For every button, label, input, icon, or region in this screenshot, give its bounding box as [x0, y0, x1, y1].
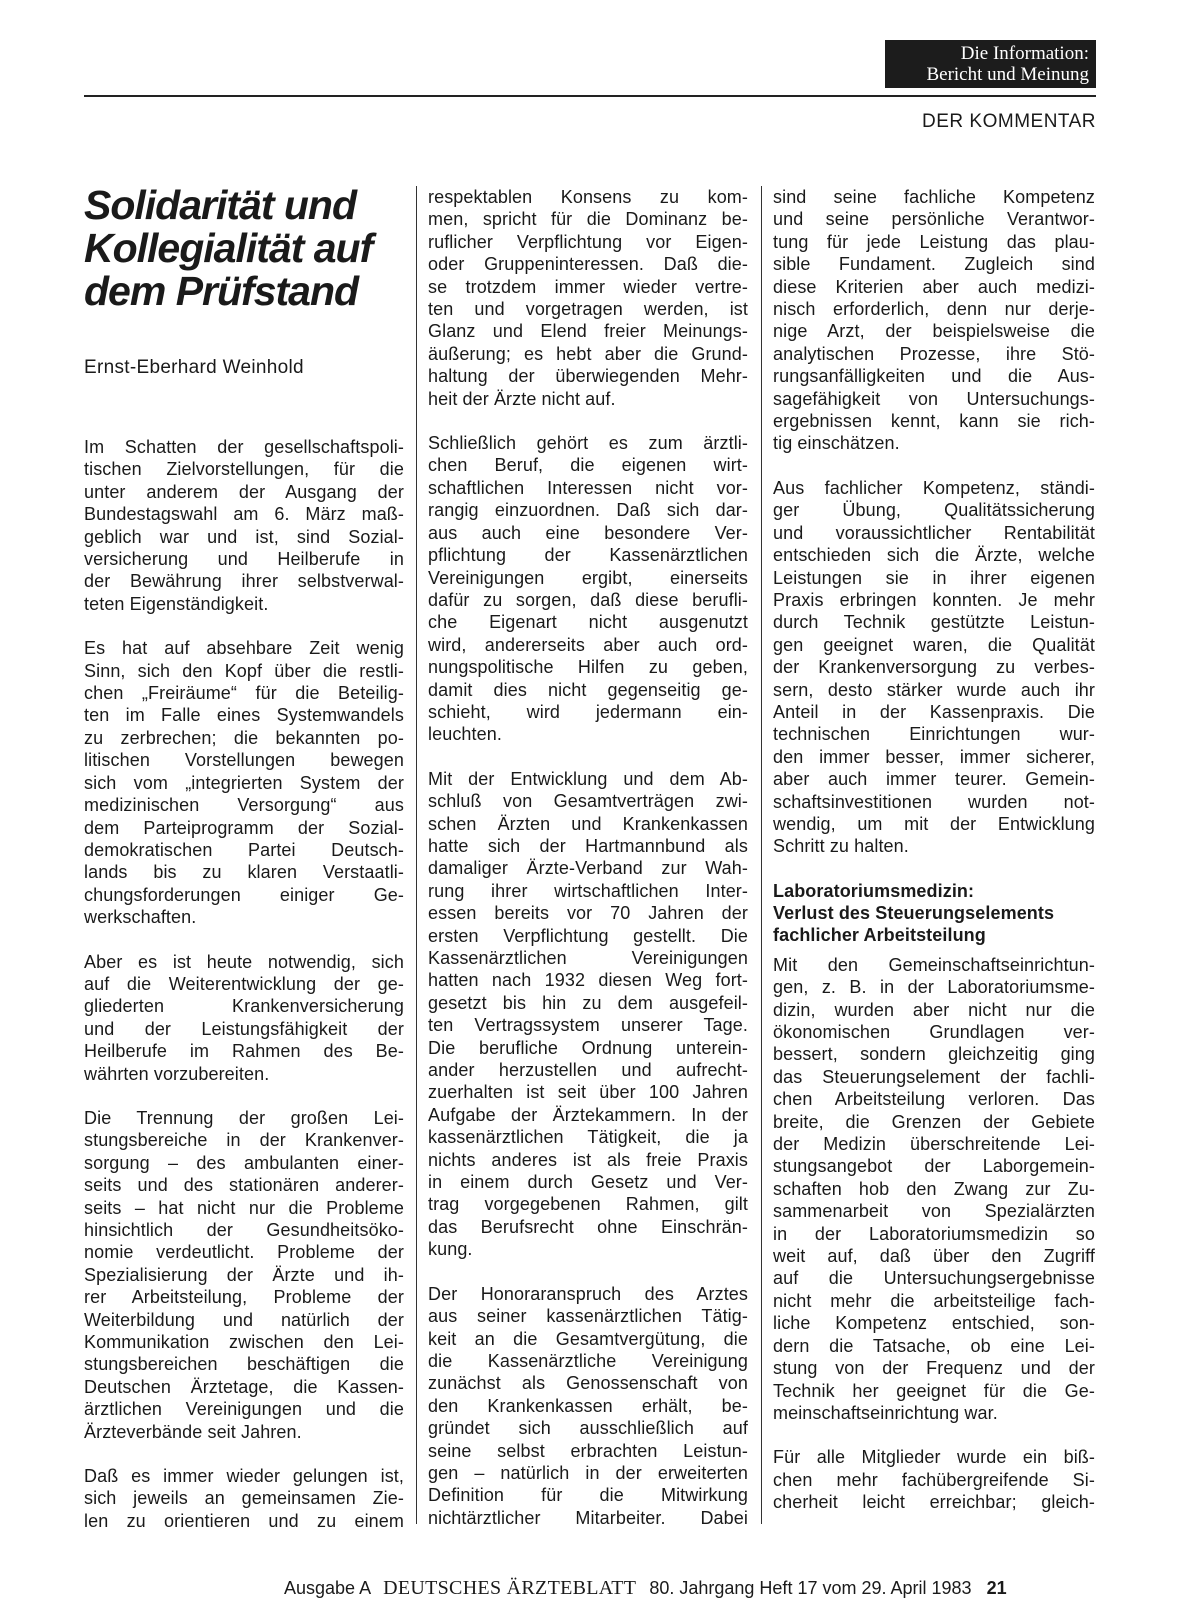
- text-line: hinsichtlich der Gesundheitsöko-: [84, 1220, 404, 1240]
- footer-edition: Ausgabe A: [284, 1578, 371, 1598]
- text-line: sich vom „integrierten System der: [84, 772, 404, 793]
- text-line: durch Technik gestützte Leistun-: [773, 612, 1095, 633]
- text-line: Aufgabe der Ärztekammern. In der: [428, 1104, 748, 1125]
- text-line: Praxis erbringen konnten. Je mehr: [773, 589, 1095, 610]
- text-line: se trotzdem immer wieder vertre-: [428, 276, 748, 297]
- text-line: nige Arzt, der beispielsweise die: [773, 321, 1095, 342]
- text-line: stungsbereiche in der Krankenver-: [84, 1130, 404, 1151]
- text-line: kassenärztlichen Tätigkeit, die ja: [428, 1127, 748, 1148]
- text-line: hatte sich der Hartmannbund als: [428, 835, 748, 856]
- text-line: leuchten.: [428, 724, 502, 745]
- text-line: schluß von Gesamtverträgen zwi-: [428, 791, 748, 812]
- text-line: und der Leistungsfähigkeit der: [84, 1018, 404, 1039]
- paragraph: [773, 954, 1095, 1425]
- text-line: ruflicher Verpflichtung vor Eigen-: [428, 231, 748, 252]
- text-line: rer Arbeitsteilung, Probleme der: [84, 1287, 404, 1308]
- text-line: Mit der Entwicklung und dem Ab-: [428, 768, 748, 789]
- text-line: und seine persönliche Verantwor-: [773, 209, 1095, 230]
- text-line: versicherung und Heilberufe in: [84, 549, 404, 570]
- paragraph: [773, 477, 1095, 858]
- text-line: pflichtung der Kassenärztlichen: [428, 545, 748, 566]
- text-line: stung von der Frequenz und der: [773, 1358, 1095, 1379]
- text-line: Anteil in der Kassenpraxis. Die: [773, 701, 1095, 722]
- text-line: den immer besser, immer sicherer,: [773, 746, 1095, 767]
- text-line: Laboratoriumsmedizin:: [773, 880, 975, 901]
- text-line: Aber es ist heute notwendig, sich: [84, 951, 404, 972]
- paragraph: [84, 436, 404, 615]
- text-line: schaftlichen Interessen nicht vor-: [428, 477, 748, 498]
- text-line: essen bereits vor 70 Jahren der: [428, 903, 748, 924]
- paragraph: [428, 1283, 748, 1529]
- text-line: chungsforderungen einiger Ge-: [84, 884, 404, 905]
- text-line: das Berufsrecht ohne Einschrän-: [428, 1216, 748, 1237]
- text-line: Für alle Mitglieder wurde ein biß-: [773, 1447, 1095, 1468]
- headline-line-3: dem Prüfstand: [84, 268, 359, 314]
- paragraph: [84, 637, 404, 928]
- text-line: tischen Zielvorstellungen, für die: [84, 459, 404, 480]
- text-line: dizin, wurden aber nicht nur die: [773, 999, 1095, 1020]
- text-column-3: [773, 186, 1095, 1536]
- text-line: gen – natürlich in der erweiterten: [428, 1462, 748, 1483]
- paragraph: [84, 951, 404, 1085]
- text-line: fachlicher Arbeitsteilung: [773, 924, 986, 945]
- text-line: chen „Freiräume“ für die Beteilig-: [84, 683, 404, 704]
- text-line: technischen Einrichtungen wur-: [773, 724, 1095, 745]
- footer-journal: DEUTSCHES ÄRZTEBLATT: [383, 1577, 637, 1599]
- text-line: sible Fundament. Zugleich sind: [773, 254, 1095, 275]
- text-line: dern die Tatsache, ob eine Lei-: [773, 1335, 1095, 1356]
- text-line: nomie verdeutlicht. Probleme der: [84, 1242, 404, 1263]
- text-line: und voraussichtlicher Rentabilität: [773, 522, 1095, 543]
- text-line: währten vorzubereiten.: [84, 1063, 270, 1084]
- text-line: seits – hat nicht nur die Probleme: [84, 1197, 404, 1218]
- text-line: ökonomischen Grundlagen ver-: [773, 1022, 1095, 1042]
- text-line: zunächst als Genossenschaft von: [428, 1373, 748, 1394]
- text-line: nisch erforderlich, denn nur derje-: [773, 299, 1095, 320]
- text-column-2: [428, 186, 748, 1551]
- text-line: litischen Vorstellungen bewegen: [84, 750, 404, 771]
- text-line: Der Honoraranspruch des Arztes: [428, 1283, 748, 1304]
- text-line: sern, desto stärker wurde auch ihr: [773, 679, 1095, 700]
- paragraph: [84, 1465, 404, 1532]
- text-line: äußerung; es hebt aber die Grund-: [428, 343, 748, 364]
- text-line: keit an die Gesamtvergütung, die: [428, 1328, 748, 1349]
- text-line: nichtärztlicher Mitarbeiter. Dabei: [428, 1507, 748, 1528]
- text-line: hatten nach 1932 diesen Weg fort-: [428, 970, 748, 991]
- text-line: Kassenärztlichen Vereinigungen: [428, 948, 748, 968]
- text-line: Leistungen sie in ihrer eigenen: [773, 567, 1095, 588]
- text-line: den Krankenkassen erhält, be-: [428, 1395, 748, 1416]
- text-line: Aus fachlicher Kompetenz, ständi-: [773, 477, 1095, 498]
- text-line: tung für jede Leistung das plau-: [773, 231, 1095, 252]
- text-line: aus auch eine besondere Ver-: [428, 522, 748, 543]
- text-line: haltung der überwiegenden Mehr-: [428, 366, 748, 387]
- text-line: schaften hob den Zwang zur Zu-: [773, 1178, 1095, 1199]
- text-line: ander herzustellen und aufrecht-: [428, 1060, 748, 1081]
- section-label-line-2: Bericht und Meinung: [926, 64, 1089, 85]
- text-line: Verlust des Steuerungselements: [773, 902, 1055, 923]
- text-line: bessert, sondern gleichzeitig ging: [773, 1044, 1095, 1065]
- footer-issue: 80. Jahrgang Heft 17 vom 29. April 1983: [649, 1578, 972, 1598]
- paragraph: [428, 768, 748, 1261]
- text-line: rungsanfälligkeiten und die Aus-: [773, 366, 1095, 387]
- article-headline: [84, 184, 414, 313]
- text-line: unter anderem der Ausgang der: [84, 481, 404, 502]
- text-line: demokratischen Partei Deutsch-: [84, 839, 404, 860]
- page-number: 21: [986, 1578, 1007, 1598]
- text-line: Daß es immer wieder gelungen ist,: [84, 1466, 404, 1487]
- text-line: men, spricht für die Dominanz be-: [428, 209, 748, 230]
- text-line: meinschaftseinrichtung war.: [773, 1402, 998, 1423]
- text-line: che Eigenart nicht ausgenutzt: [428, 612, 748, 633]
- text-line: schieht, wird jedermann ein-: [428, 701, 748, 722]
- text-line: seits und des stationären anderer-: [84, 1175, 404, 1196]
- text-line: schen Ärzten und Krankenkassen: [428, 813, 748, 834]
- text-line: aus seiner kassenärztlichen Tätig-: [428, 1306, 748, 1327]
- text-line: wendig, um mit der Entwicklung: [773, 813, 1095, 834]
- text-line: nichts anderes ist als freie Praxis: [428, 1149, 748, 1170]
- text-line: Heilberufe im Rahmen des Be-: [84, 1041, 404, 1062]
- text-line: ten Vertragssystem unserer Tage.: [428, 1015, 748, 1036]
- author-byline: Ernst-Eberhard Weinhold: [84, 357, 304, 378]
- text-line: zuerhalten ist seit über 100 Jahren: [428, 1082, 748, 1103]
- text-line: gen, z. B. in der Laboratoriumsme-: [773, 977, 1095, 998]
- text-line: schaftsinvestitionen wurden not-: [773, 791, 1095, 812]
- paragraph: [428, 432, 748, 746]
- text-line: der Medizin überschreitende Lei-: [773, 1134, 1095, 1155]
- text-line: Schließlich gehört es zum ärztli-: [428, 433, 748, 454]
- text-line: entschieden sich die Ärzte, welche: [773, 545, 1095, 566]
- text-line: dafür zu sorgen, daß diese berufli-: [428, 589, 748, 610]
- text-line: gen geeignet waren, die Qualität: [773, 634, 1095, 655]
- text-line: damit dies nicht gegenseitig ge-: [428, 679, 748, 700]
- text-line: Mit den Gemeinschaftseinrichtun-: [773, 954, 1095, 975]
- text-line: das Steuerungselement der fachli-: [773, 1066, 1095, 1087]
- text-line: kung.: [428, 1239, 473, 1260]
- text-line: Glanz und Elend freier Meinungs-: [428, 321, 748, 342]
- text-line: Definition für die Mitwirkung: [428, 1485, 748, 1506]
- text-line: cherheit leicht erreichbar; gleich-: [773, 1492, 1095, 1513]
- text-line: Die berufliche Ordnung unterein-: [428, 1037, 748, 1058]
- text-line: sorgung – des ambulanten einer-: [84, 1152, 404, 1173]
- text-line: stungsangebot der Laborgemein-: [773, 1156, 1095, 1177]
- text-line: liche Kompetenz entschied, son-: [773, 1313, 1095, 1334]
- text-line: chen Beruf, die eigenen wirt-: [428, 455, 748, 476]
- text-line: lands bis zu klaren Verstaatli-: [84, 862, 404, 883]
- text-line: Kommunikation zwischen den Lei-: [84, 1332, 404, 1353]
- text-line: ersten Verpflichtung gestellt. Die: [428, 925, 748, 946]
- text-column-1: [84, 436, 404, 1554]
- text-line: ergebnissen kennt, kann sie rich-: [773, 411, 1095, 432]
- text-line: geblich war und ist, sind Sozial-: [84, 526, 404, 547]
- section-label-line-1: Die Information:: [960, 43, 1089, 64]
- text-line: in der Laboratoriumsmedizin so: [773, 1223, 1095, 1244]
- text-line: ten und vorgetragen werden, ist: [428, 299, 748, 320]
- paragraph: [84, 1107, 404, 1443]
- text-line: teten Eigenständigkeit.: [84, 593, 269, 614]
- text-line: ten im Falle eines Systemwandels: [84, 705, 404, 726]
- section-subheading: [773, 880, 1095, 946]
- header-rule: [84, 95, 1096, 97]
- text-line: Vereinigungen ergibt, einerseits: [428, 567, 748, 588]
- text-line: aber auch immer teurer. Gemein-: [773, 769, 1095, 790]
- text-line: auf die Weiterentwicklung der ge-: [84, 973, 404, 994]
- text-line: chen mehr fachübergreifende Si-: [773, 1469, 1095, 1490]
- text-line: gründet sich ausschließlich auf: [428, 1418, 748, 1439]
- text-line: Es hat auf absehbare Zeit wenig: [84, 638, 404, 659]
- text-line: ärztlichen Vereinigungen und die: [84, 1399, 404, 1420]
- text-line: dem Parteiprogramm der Sozial-: [84, 817, 404, 838]
- text-line: nungspolitische Hilfen zu geben,: [428, 657, 748, 678]
- column-divider-2: [761, 186, 762, 1524]
- text-line: Schritt zu halten.: [773, 836, 909, 857]
- headline-line-2: Kollegialität auf: [84, 225, 373, 271]
- text-line: wird, andererseits aber auch ord-: [428, 634, 748, 655]
- text-line: gliederten Krankenversicherung: [84, 996, 404, 1017]
- text-line: sammenarbeit von Spezialärzten: [773, 1201, 1095, 1222]
- text-line: heit der Ärzte nicht auf.: [428, 388, 616, 409]
- text-line: weit auf, daß über den Zugriff: [773, 1246, 1095, 1267]
- text-line: trag vorgegebenen Rahmen, gilt: [428, 1194, 748, 1215]
- text-line: gesetzt bis hin zu dem ausgefeil-: [428, 992, 748, 1013]
- text-line: ger Übung, Qualitätssicherung: [773, 500, 1095, 521]
- paragraph: [773, 186, 1095, 455]
- text-line: Ärzteverbände seit Jahren.: [84, 1421, 302, 1442]
- text-line: sich jeweils an gemeinsamen Zie-: [84, 1488, 404, 1509]
- text-line: Deutschen Ärztetage, die Kassen-: [84, 1376, 404, 1397]
- rubric: DER KOMMENTAR: [922, 111, 1096, 132]
- text-line: die Kassenärztliche Vereinigung: [428, 1350, 748, 1371]
- text-line: Sinn, sich den Kopf über die restli-: [84, 660, 404, 681]
- text-line: seine selbst erbrachten Leistun-: [428, 1440, 748, 1461]
- text-line: Technik her geeignet für die Ge-: [773, 1380, 1095, 1401]
- text-line: rung ihrer wirtschaftlichen Inter-: [428, 880, 748, 901]
- text-line: zu zerbrechen; die bekannten po-: [84, 727, 404, 748]
- section-label: [885, 40, 1096, 88]
- text-line: tig einschätzen.: [773, 433, 900, 454]
- text-line: Im Schatten der gesellschaftspoli-: [84, 437, 404, 457]
- text-line: in einem durch Gesetz und Ver-: [428, 1172, 748, 1193]
- text-line: chen Arbeitsteilung verloren. Das: [773, 1089, 1095, 1110]
- text-line: respektablen Konsens zu kom-: [428, 187, 748, 207]
- text-line: damaliger Ärzte-Verband zur Wah-: [428, 858, 748, 879]
- text-line: sagefähigkeit von Untersuchungs-: [773, 388, 1095, 409]
- text-line: medizinischen Versorgung“ aus: [84, 795, 404, 816]
- text-line: der Bewährung ihrer selbstverwal-: [84, 571, 404, 592]
- text-line: Weiterbildung und natürlich der: [84, 1309, 404, 1330]
- text-line: rangig einzuordnen. Daß sich dar-: [428, 500, 748, 521]
- headline-line-1: Solidarität und: [84, 182, 356, 228]
- page-footer: [284, 1577, 1007, 1600]
- text-line: oder Gruppeninteressen. Daß die-: [428, 254, 748, 275]
- text-line: len zu orientieren und zu einem: [84, 1510, 404, 1531]
- text-line: nicht mehr die arbeitsteilige fach-: [773, 1290, 1095, 1311]
- text-line: diese Kriterien aber auch medizi-: [773, 276, 1095, 297]
- text-line: der Krankenversorgung zu verbes-: [773, 657, 1095, 678]
- paragraph: [773, 1446, 1095, 1513]
- text-line: Die Trennung der großen Lei-: [84, 1107, 404, 1128]
- text-line: sind seine fachliche Kompetenz: [773, 187, 1095, 207]
- text-line: analytischen Prozesse, ihre Stö-: [773, 343, 1095, 364]
- column-divider-1: [416, 186, 417, 1524]
- text-line: Spezialisierung der Ärzte und ih-: [84, 1264, 404, 1285]
- text-line: stungsbereichen beschäftigen die: [84, 1354, 404, 1375]
- text-line: breite, die Grenzen der Gebiete: [773, 1111, 1095, 1132]
- text-line: auf die Untersuchungsergebnisse: [773, 1268, 1095, 1289]
- text-line: Bundestagswahl am 6. März maß-: [84, 504, 404, 525]
- paragraph: [428, 186, 748, 410]
- text-line: werkschaften.: [84, 907, 197, 928]
